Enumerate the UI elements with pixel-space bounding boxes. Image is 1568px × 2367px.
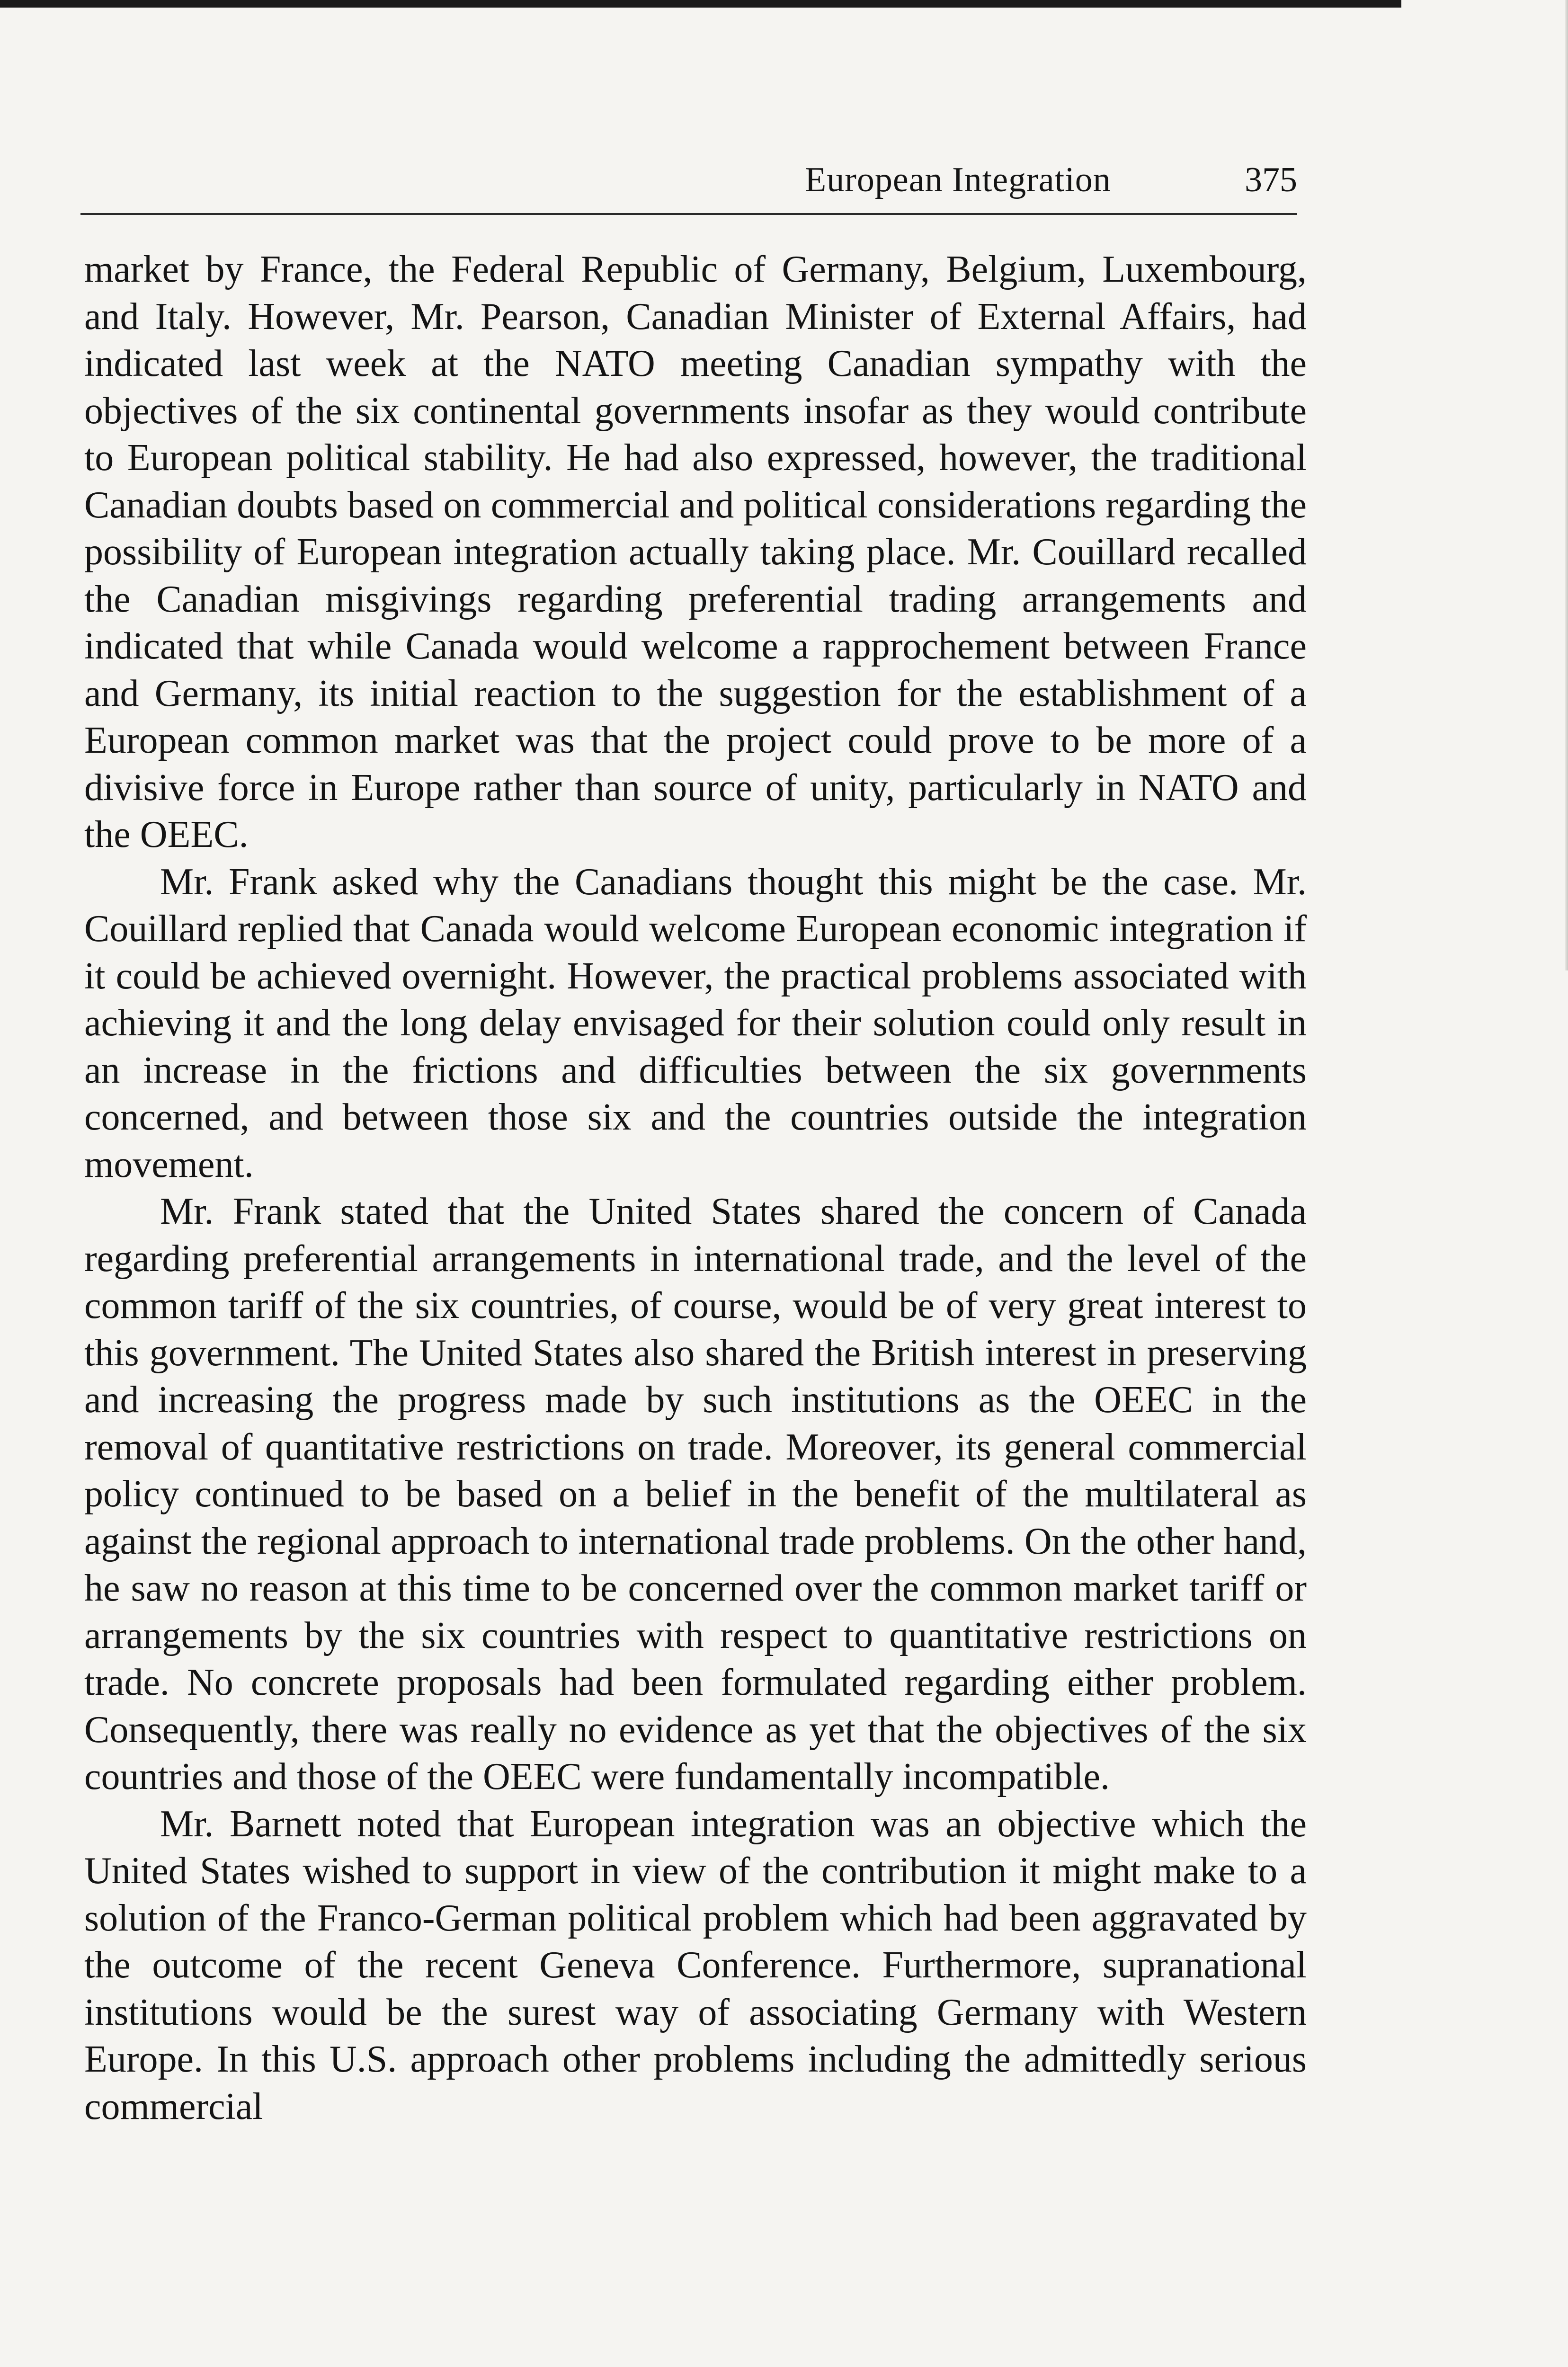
running-head-title: European Integration <box>805 160 1111 199</box>
paragraph-frank-statement: Mr. Frank stated that the United States shared the concern of Canada regarding preferential arrangements in international trade, and the level of the common tariff of the six countries, of course, would be of very great interest to this government. The United States also shared the British interest in preserving and increasing the progress made by such institutions as the OEEC in the removal of quantitative restrictions on trade. Moreover, its general commercial policy continued to be based on a belief in the benefit of the multilateral as against the regional approach to international trade problems. On the other hand, he saw no reason at this time to be concerned over the common market tariff or arrangements by the six countries with respect to quantitative restrictions on trade. No concrete proposals had been formulated regarding either problem. Consequently, there was really no evidence as yet that the objectives of the six countries and those of the OEEC were fundamentally incompatible. <box>84 1191 1307 1797</box>
page-number: 375 <box>1245 160 1297 199</box>
running-head <box>80 156 1297 215</box>
scan-top-edge <box>0 0 1401 8</box>
scan-right-edge <box>1565 0 1568 970</box>
paragraph-continuation: market by France, the Federal Republic of Germany, Belgium, Luxembourg, and Italy. However, Mr. Pearson, Canadian Minister of External Affairs, had indicated last week at the NATO meeting Canadian sympathy with the objectives of the six continental governments insofar as they would contribute to European political stability. He had also expressed, however, the traditional Canadian doubts based on commercial and political considerations regarding the possibility of European integration actually taking place. Mr. Couillard recalled the Canadian misgivings regarding preferential trading arrangements and indicated that while Canada would welcome a rapprochement between France and Germany, its initial reaction to the suggestion for the establishment of a European common market was that the project could prove to be more of a divisive force in Europe rather than source of unity, particularly in NATO and the OEEC. <box>84 249 1307 855</box>
body-text <box>84 246 1307 2367</box>
paragraph-barnett: Mr. Barnett noted that European integration was an objective which the United States wished to support in view of the contribution it might make to a solution of the Franco-German political problem which had been aggravated by the outcome of the recent Geneva Conference. Furthermore, supranational institutions would be the surest way of associating Germany with Western Europe. In this U.S. approach other problems including the admittedly serious commercial <box>84 1803 1307 2127</box>
paragraph-frank-question: Mr. Frank asked why the Canadians thought this might be the case. Mr. Couillard replied that Canada would welcome European economic integration if it could be achieved overnight. However, the practical problems associated with achieving it and the long delay envisaged for their solution could only result in an increase in the frictions and difficulties between the six governments concerned, and between those six and the countries outside the integration movement. <box>84 861 1307 1185</box>
